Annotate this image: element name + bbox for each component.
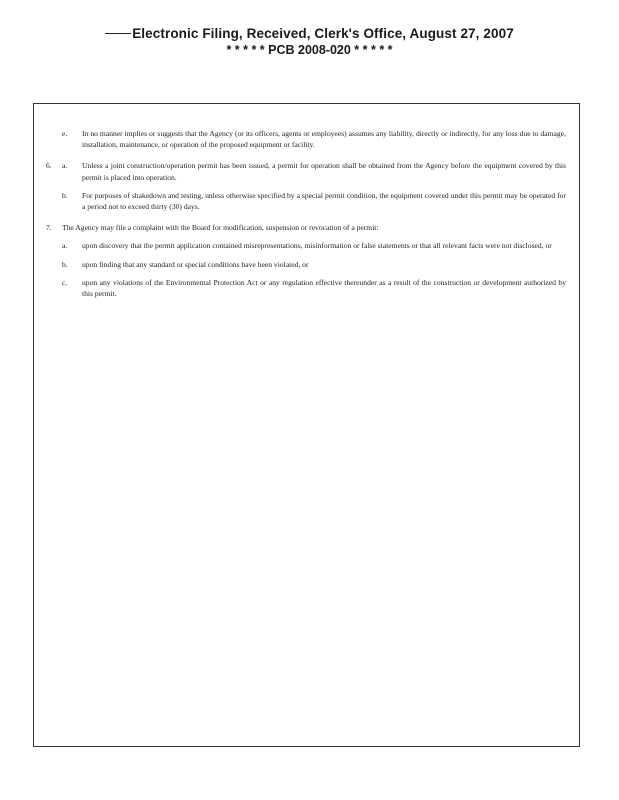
condition-item-7a bbox=[46, 240, 566, 251]
item-text: Unless a joint construction/operation permit has been issued, a permit for operation shall be obtained from the Agency before the equipment covered by this permit is placed into operation. bbox=[82, 161, 566, 182]
item-text: upon any violations of the Environmental Protection Act or any regulation effective thereunder as a result of the construction or development authorized by this permit. bbox=[82, 277, 566, 299]
item-label: b. bbox=[62, 259, 68, 269]
condition-item-e bbox=[46, 128, 566, 150]
condition-item-7b bbox=[46, 259, 566, 270]
item-text: upon finding that any standard or special conditions have been violated, or bbox=[82, 259, 309, 269]
case-number-line: * * * * * PCB 2008-020 * * * * * bbox=[226, 43, 393, 57]
permit-conditions-body bbox=[46, 128, 566, 299]
item-intro-text: The Agency may file a complaint with the Board for modification, suspension or revocation of a permit: bbox=[62, 223, 379, 233]
item-label: e. bbox=[62, 129, 68, 138]
item-label: c. bbox=[62, 277, 68, 287]
stamp-dash-mark bbox=[105, 33, 131, 34]
filing-stamp-line bbox=[0, 26, 619, 41]
condition-item-7 bbox=[46, 222, 566, 233]
item-number: 7. bbox=[46, 223, 52, 233]
item-text: In no manner implies or suggests that the Agency (or its officers, agents or employees) assumes any liability, directly or indirectly, for any loss due to damage, installation, maintenance, or operation of the proposed equipment or facility. bbox=[82, 129, 566, 150]
condition-item-6a bbox=[46, 160, 566, 182]
condition-item-6b bbox=[46, 190, 566, 212]
item-label: b. bbox=[62, 190, 68, 200]
item-label: a. bbox=[62, 241, 68, 251]
item-text: For purposes of shakedown and testing, unless otherwise specified by a special permit condition, the equipment covered under this permit may be operated for a period not to exceed thirty (30) days. bbox=[82, 190, 566, 212]
filing-stamp-text: Electronic Filing, Received, Clerk's Office, August 27, 2007 bbox=[132, 26, 514, 41]
condition-item-7c bbox=[46, 277, 566, 299]
item-number: 6. bbox=[46, 161, 52, 171]
item-label: a. bbox=[62, 161, 68, 171]
item-text: upon discovery that the permit application contained misrepresentations, misinformation or false statements or that all relevant facts were not disclosed, or bbox=[82, 241, 552, 251]
